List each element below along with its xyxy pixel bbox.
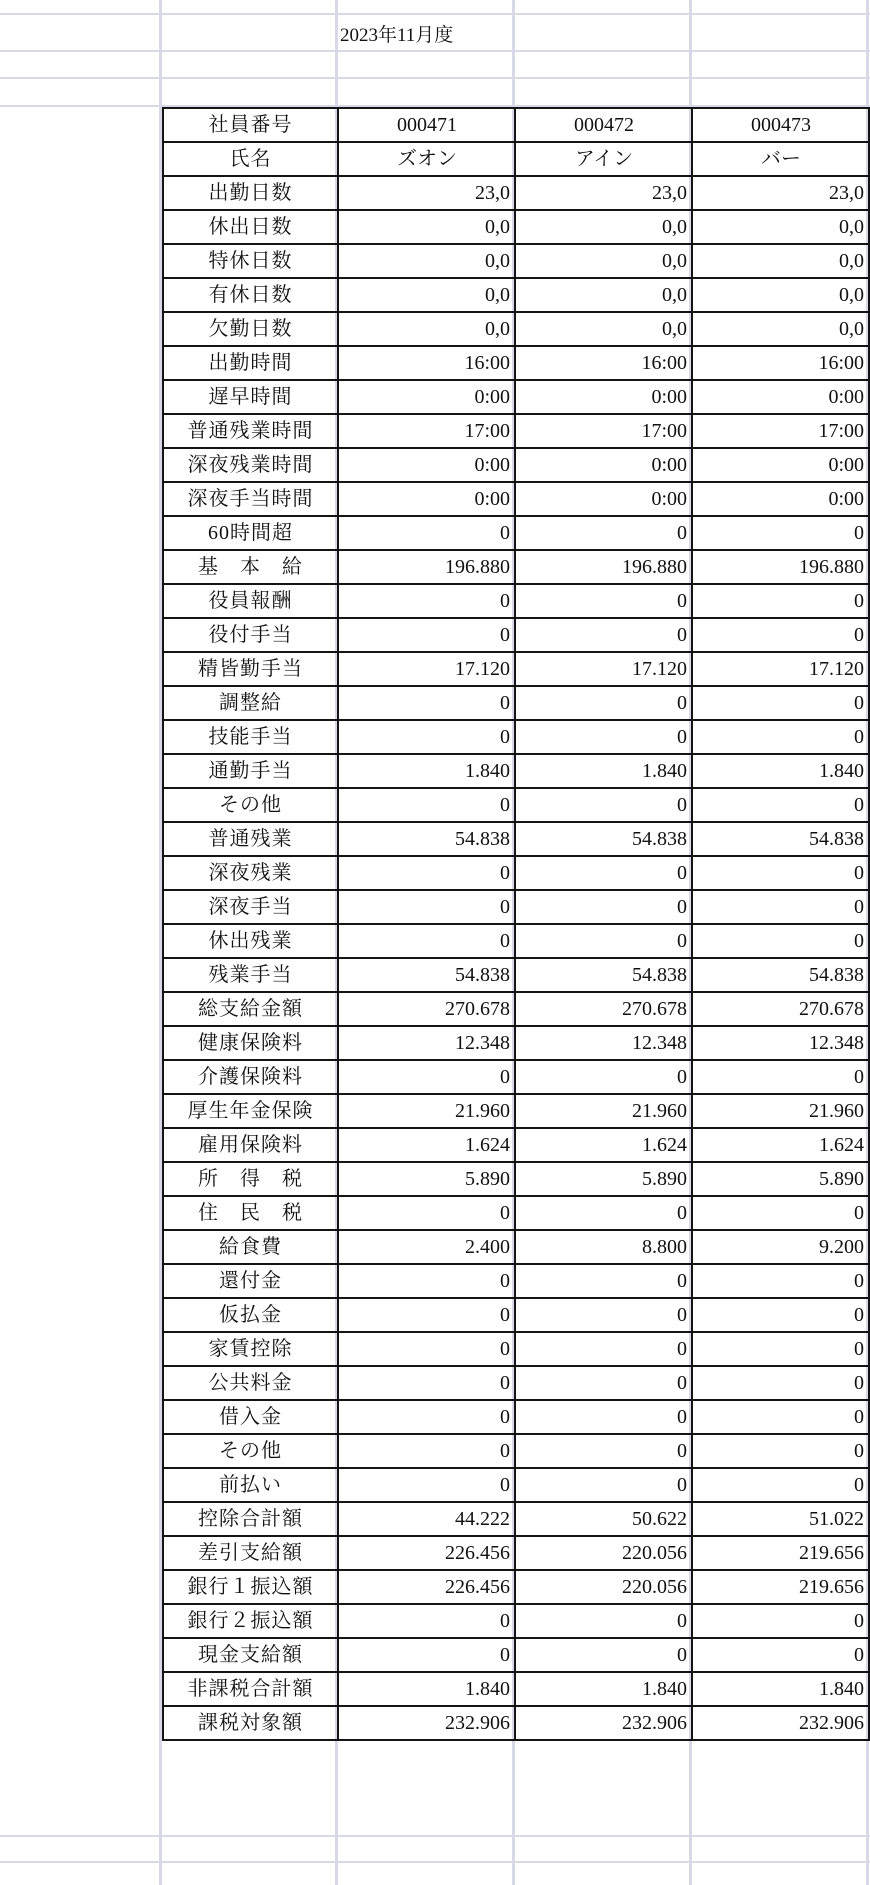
table-row [163, 1672, 869, 1706]
employee-2-cell[interactable]: 0 [515, 618, 692, 652]
employee-3-cell[interactable]: 9.200 [692, 1230, 869, 1264]
row-label[interactable]: 普通残業時間 [163, 414, 338, 448]
employee-2-cell[interactable]: 16:00 [515, 346, 692, 380]
employee-2-cell[interactable]: 0 [515, 1060, 692, 1094]
row-label[interactable]: 差引支給額 [163, 1536, 338, 1570]
table-row [163, 550, 869, 584]
grid-row-line [0, 13, 870, 15]
employee-3-cell[interactable]: 0 [692, 1400, 869, 1434]
month-title: 2023年11月度 [340, 25, 454, 46]
employee-2-cell[interactable]: 1.840 [515, 754, 692, 788]
table-row [163, 312, 869, 346]
table-row [163, 720, 869, 754]
row-label[interactable]: 前払い [163, 1468, 338, 1502]
table-row [163, 890, 869, 924]
table-row [163, 142, 869, 176]
employee-2-cell[interactable]: 196.880 [515, 550, 692, 584]
employee-1-cell[interactable]: 5.890 [338, 1162, 515, 1196]
table-row [163, 1536, 869, 1570]
table-row [163, 346, 869, 380]
employee-1-cell[interactable]: 12.348 [338, 1026, 515, 1060]
table-row [163, 822, 869, 856]
employee-2-cell[interactable]: 12.348 [515, 1026, 692, 1060]
employee-2-cell[interactable]: 0 [515, 890, 692, 924]
employee-1-cell[interactable]: 0 [338, 618, 515, 652]
employee-1-cell[interactable]: 1.624 [338, 1128, 515, 1162]
grid-row-line [0, 1861, 870, 1863]
employee-2-cell[interactable]: 0:00 [515, 448, 692, 482]
employee-1-cell[interactable]: 226.456 [338, 1536, 515, 1570]
table-row [163, 516, 869, 550]
employee-2-cell[interactable]: 000472 [515, 108, 692, 142]
employee-3-cell[interactable]: 0 [692, 1468, 869, 1502]
employee-1-cell[interactable]: 0 [338, 1400, 515, 1434]
employee-3-cell[interactable]: 54.838 [692, 958, 869, 992]
employee-3-cell[interactable]: 51.022 [692, 1502, 869, 1536]
row-label[interactable]: 役員報酬 [163, 584, 338, 618]
employee-3-cell[interactable]: 0 [692, 1366, 869, 1400]
row-label[interactable]: 出勤日数 [163, 176, 338, 210]
row-label[interactable]: その他 [163, 788, 338, 822]
employee-2-cell[interactable]: 0 [515, 1434, 692, 1468]
employee-3-cell[interactable]: 0 [692, 1298, 869, 1332]
employee-2-cell[interactable]: 0 [515, 686, 692, 720]
employee-1-cell[interactable]: 0 [338, 1196, 515, 1230]
employee-3-cell[interactable]: バー [692, 142, 869, 176]
table-row [163, 1196, 869, 1230]
row-label[interactable]: 普通残業 [163, 822, 338, 856]
table-row [163, 584, 869, 618]
table-row [163, 754, 869, 788]
employee-2-cell[interactable]: 0 [515, 1332, 692, 1366]
row-label[interactable]: 欠勤日数 [163, 312, 338, 346]
employee-2-cell[interactable]: 54.838 [515, 822, 692, 856]
row-label[interactable]: 出勤時間 [163, 346, 338, 380]
employee-2-cell[interactable]: 17:00 [515, 414, 692, 448]
row-label[interactable]: 健康保険料 [163, 1026, 338, 1060]
employee-3-cell[interactable]: 0 [692, 924, 869, 958]
table-row [163, 1298, 869, 1332]
employee-1-cell[interactable]: 196.880 [338, 550, 515, 584]
employee-1-cell[interactable]: 0 [338, 1604, 515, 1638]
table-row [163, 958, 869, 992]
table-row [163, 482, 869, 516]
employee-2-cell[interactable]: 50.622 [515, 1502, 692, 1536]
employee-1-cell[interactable]: 0 [338, 1434, 515, 1468]
row-label[interactable]: 銀行１振込額 [163, 1570, 338, 1604]
employee-1-cell[interactable]: 0 [338, 890, 515, 924]
grid-row-line [0, 50, 870, 52]
table-row [163, 992, 869, 1026]
row-label[interactable]: 介護保険料 [163, 1060, 338, 1094]
employee-3-cell[interactable]: 0 [692, 1638, 869, 1672]
row-label[interactable]: 休出残業 [163, 924, 338, 958]
employee-1-cell[interactable]: 2.400 [338, 1230, 515, 1264]
employee-1-cell[interactable]: 1.840 [338, 1672, 515, 1706]
row-label[interactable]: 深夜手当時間 [163, 482, 338, 516]
employee-1-cell[interactable]: 54.838 [338, 822, 515, 856]
row-label[interactable]: 基 本 給 [163, 550, 338, 584]
grid-row-line [0, 77, 870, 79]
employee-3-cell[interactable]: 0,0 [692, 312, 869, 346]
employee-3-cell[interactable]: 196.880 [692, 550, 869, 584]
employee-2-cell[interactable]: 17.120 [515, 652, 692, 686]
employee-3-cell[interactable]: 5.890 [692, 1162, 869, 1196]
row-label[interactable]: 銀行２振込額 [163, 1604, 338, 1638]
employee-2-cell[interactable]: 0 [515, 516, 692, 550]
employee-2-cell[interactable]: 0:00 [515, 482, 692, 516]
employee-1-cell[interactable]: 0 [338, 788, 515, 822]
employee-1-cell[interactable]: 0 [338, 516, 515, 550]
table-row [163, 414, 869, 448]
employee-1-cell[interactable]: 0,0 [338, 312, 515, 346]
row-label[interactable]: 給食費 [163, 1230, 338, 1264]
employee-2-cell[interactable]: 220.056 [515, 1536, 692, 1570]
table-row [163, 1094, 869, 1128]
employee-2-cell[interactable]: アイン [515, 142, 692, 176]
table-row [163, 652, 869, 686]
employee-1-cell[interactable]: 0,0 [338, 210, 515, 244]
employee-3-cell[interactable]: 0 [692, 856, 869, 890]
employee-3-cell[interactable]: 0 [692, 720, 869, 754]
employee-1-cell[interactable]: 226.456 [338, 1570, 515, 1604]
employee-2-cell[interactable]: 8.800 [515, 1230, 692, 1264]
row-label[interactable]: 課税対象額 [163, 1706, 338, 1740]
table-row [163, 1570, 869, 1604]
employee-1-cell[interactable]: 0 [338, 1332, 515, 1366]
employee-2-cell[interactable]: 0 [515, 1298, 692, 1332]
table-row [163, 856, 869, 890]
employee-2-cell[interactable]: 5.890 [515, 1162, 692, 1196]
table-row [163, 924, 869, 958]
table-row [163, 1366, 869, 1400]
employee-3-cell[interactable]: 0 [692, 890, 869, 924]
row-label[interactable]: 雇用保険料 [163, 1128, 338, 1162]
row-label[interactable]: 厚生年金保険 [163, 1094, 338, 1128]
employee-3-cell[interactable]: 0 [692, 1434, 869, 1468]
employee-2-cell[interactable]: 0,0 [515, 312, 692, 346]
row-label[interactable]: 残業手当 [163, 958, 338, 992]
employee-2-cell[interactable]: 0 [515, 788, 692, 822]
employee-1-cell[interactable]: 270.678 [338, 992, 515, 1026]
employee-1-cell[interactable]: 0 [338, 720, 515, 754]
employee-3-cell[interactable]: 1.840 [692, 1672, 869, 1706]
employee-1-cell[interactable]: 17:00 [338, 414, 515, 448]
row-label[interactable]: 現金支給額 [163, 1638, 338, 1672]
table-row [163, 380, 869, 414]
employee-1-cell[interactable]: 232.906 [338, 1706, 515, 1740]
employee-3-cell[interactable]: 0 [692, 1264, 869, 1298]
employee-3-cell[interactable]: 219.656 [692, 1570, 869, 1604]
row-label[interactable]: 氏名 [163, 142, 338, 176]
row-label[interactable]: 公共料金 [163, 1366, 338, 1400]
row-label[interactable]: 役付手当 [163, 618, 338, 652]
employee-1-cell[interactable]: 54.838 [338, 958, 515, 992]
table-row [163, 1706, 869, 1740]
employee-2-cell[interactable]: 0 [515, 1638, 692, 1672]
employee-2-cell[interactable]: 0,0 [515, 244, 692, 278]
employee-3-cell[interactable]: 54.838 [692, 822, 869, 856]
row-label[interactable]: 借入金 [163, 1400, 338, 1434]
table-row [163, 1128, 869, 1162]
employee-2-cell[interactable]: 0 [515, 1366, 692, 1400]
row-label[interactable]: 非課税合計額 [163, 1672, 338, 1706]
employee-1-cell[interactable]: 0 [338, 1060, 515, 1094]
employee-3-cell[interactable]: 232.906 [692, 1706, 869, 1740]
employee-3-cell[interactable]: 17.120 [692, 652, 869, 686]
table-row [163, 1468, 869, 1502]
employee-3-cell[interactable]: 0:00 [692, 482, 869, 516]
row-label[interactable]: 所 得 税 [163, 1162, 338, 1196]
row-label[interactable]: 社員番号 [163, 108, 338, 142]
employee-1-cell[interactable]: 0 [338, 686, 515, 720]
employee-2-cell[interactable]: 0 [515, 924, 692, 958]
employee-3-cell[interactable]: 0 [692, 516, 869, 550]
employee-3-cell[interactable]: 219.656 [692, 1536, 869, 1570]
row-label[interactable]: 深夜残業 [163, 856, 338, 890]
employee-2-cell[interactable]: 0 [515, 856, 692, 890]
table-row [163, 448, 869, 482]
employee-1-cell[interactable]: 0 [338, 1468, 515, 1502]
employee-2-cell[interactable]: 0 [515, 1400, 692, 1434]
table-row [163, 1502, 869, 1536]
employee-3-cell[interactable]: 0 [692, 584, 869, 618]
employee-2-cell[interactable]: 220.056 [515, 1570, 692, 1604]
table-row [163, 1638, 869, 1672]
table-row [163, 1230, 869, 1264]
employee-2-cell[interactable]: 0,0 [515, 210, 692, 244]
payroll-table-body [163, 108, 869, 1740]
employee-2-cell[interactable]: 232.906 [515, 1706, 692, 1740]
row-label[interactable]: 調整給 [163, 686, 338, 720]
employee-3-cell[interactable]: 0,0 [692, 210, 869, 244]
row-label[interactable]: 遅早時間 [163, 380, 338, 414]
employee-2-cell[interactable]: 0 [515, 1604, 692, 1638]
row-label[interactable]: 還付金 [163, 1264, 338, 1298]
row-label[interactable]: 休出日数 [163, 210, 338, 244]
row-label[interactable]: 60時間超 [163, 516, 338, 550]
employee-3-cell[interactable]: 1.840 [692, 754, 869, 788]
employee-1-cell[interactable]: 0 [338, 856, 515, 890]
employee-1-cell[interactable]: 0,0 [338, 244, 515, 278]
row-label[interactable]: 深夜手当 [163, 890, 338, 924]
employee-3-cell[interactable]: 17:00 [692, 414, 869, 448]
employee-3-cell[interactable]: 0 [692, 1060, 869, 1094]
employee-2-cell[interactable]: 0 [515, 584, 692, 618]
employee-1-cell[interactable]: 0,0 [338, 278, 515, 312]
employee-3-cell[interactable]: 0 [692, 686, 869, 720]
employee-3-cell[interactable]: 0:00 [692, 448, 869, 482]
employee-1-cell[interactable]: 0 [338, 584, 515, 618]
employee-3-cell[interactable]: 0 [692, 618, 869, 652]
row-label[interactable]: 通勤手当 [163, 754, 338, 788]
table-row [163, 618, 869, 652]
employee-2-cell[interactable]: 21.960 [515, 1094, 692, 1128]
employee-3-cell[interactable]: 0 [692, 1604, 869, 1638]
employee-3-cell[interactable]: 0,0 [692, 244, 869, 278]
employee-1-cell[interactable]: 0:00 [338, 482, 515, 516]
row-label[interactable]: 深夜残業時間 [163, 448, 338, 482]
row-label[interactable]: 技能手当 [163, 720, 338, 754]
employee-3-cell[interactable]: 0:00 [692, 380, 869, 414]
employee-1-cell[interactable]: 44.222 [338, 1502, 515, 1536]
employee-1-cell[interactable]: 21.960 [338, 1094, 515, 1128]
row-label[interactable]: 家賃控除 [163, 1332, 338, 1366]
table-row [163, 1604, 869, 1638]
table-row [163, 788, 869, 822]
employee-1-cell[interactable]: 0 [338, 1638, 515, 1672]
table-row [163, 1400, 869, 1434]
grid-row-line [0, 1835, 870, 1837]
employee-3-cell[interactable]: 23,0 [692, 176, 869, 210]
employee-2-cell[interactable]: 54.838 [515, 958, 692, 992]
table-row [163, 244, 869, 278]
employee-1-cell[interactable]: 0 [338, 924, 515, 958]
employee-3-cell[interactable]: 0 [692, 1196, 869, 1230]
employee-2-cell[interactable]: 0 [515, 1196, 692, 1230]
table-row [163, 210, 869, 244]
employee-1-cell[interactable]: 1.840 [338, 754, 515, 788]
row-label[interactable]: 仮払金 [163, 1298, 338, 1332]
employee-3-cell[interactable]: 270.678 [692, 992, 869, 1026]
employee-2-cell[interactable]: 0 [515, 1264, 692, 1298]
table-row [163, 108, 869, 142]
employee-3-cell[interactable]: 0 [692, 788, 869, 822]
row-label[interactable]: 精皆勤手当 [163, 652, 338, 686]
employee-2-cell[interactable]: 0 [515, 1468, 692, 1502]
payroll-table [162, 107, 870, 1741]
row-label[interactable]: 有休日数 [163, 278, 338, 312]
employee-2-cell[interactable]: 0,0 [515, 278, 692, 312]
employee-3-cell[interactable]: 1.624 [692, 1128, 869, 1162]
employee-2-cell[interactable]: 23,0 [515, 176, 692, 210]
row-label[interactable]: 総支給金額 [163, 992, 338, 1026]
table-row [163, 1162, 869, 1196]
table-row [163, 1026, 869, 1060]
table-row [163, 686, 869, 720]
table-row [163, 176, 869, 210]
row-label[interactable]: 住 民 税 [163, 1196, 338, 1230]
employee-1-cell[interactable]: 0:00 [338, 448, 515, 482]
employee-1-cell[interactable]: 16:00 [338, 346, 515, 380]
employee-3-cell[interactable]: 12.348 [692, 1026, 869, 1060]
employee-2-cell[interactable]: 0 [515, 720, 692, 754]
employee-3-cell[interactable]: 000473 [692, 108, 869, 142]
table-row [163, 1434, 869, 1468]
employee-3-cell[interactable]: 16:00 [692, 346, 869, 380]
row-label[interactable]: その他 [163, 1434, 338, 1468]
employee-2-cell[interactable]: 0:00 [515, 380, 692, 414]
table-row [163, 278, 869, 312]
employee-2-cell[interactable]: 1.840 [515, 1672, 692, 1706]
employee-1-cell[interactable]: ズオン [338, 142, 515, 176]
employee-1-cell[interactable]: 0 [338, 1366, 515, 1400]
employee-1-cell[interactable]: 0 [338, 1264, 515, 1298]
table-row [163, 1060, 869, 1094]
employee-1-cell[interactable]: 23,0 [338, 176, 515, 210]
employee-1-cell[interactable]: 17.120 [338, 652, 515, 686]
employee-1-cell[interactable]: 0:00 [338, 380, 515, 414]
employee-3-cell[interactable]: 0,0 [692, 278, 869, 312]
table-row [163, 1332, 869, 1366]
row-label[interactable]: 特休日数 [163, 244, 338, 278]
employee-2-cell[interactable]: 1.624 [515, 1128, 692, 1162]
table-row [163, 1264, 869, 1298]
employee-1-cell[interactable]: 0 [338, 1298, 515, 1332]
employee-2-cell[interactable]: 270.678 [515, 992, 692, 1026]
employee-1-cell[interactable]: 000471 [338, 108, 515, 142]
employee-3-cell[interactable]: 0 [692, 1332, 869, 1366]
employee-3-cell[interactable]: 21.960 [692, 1094, 869, 1128]
row-label[interactable]: 控除合計額 [163, 1502, 338, 1536]
